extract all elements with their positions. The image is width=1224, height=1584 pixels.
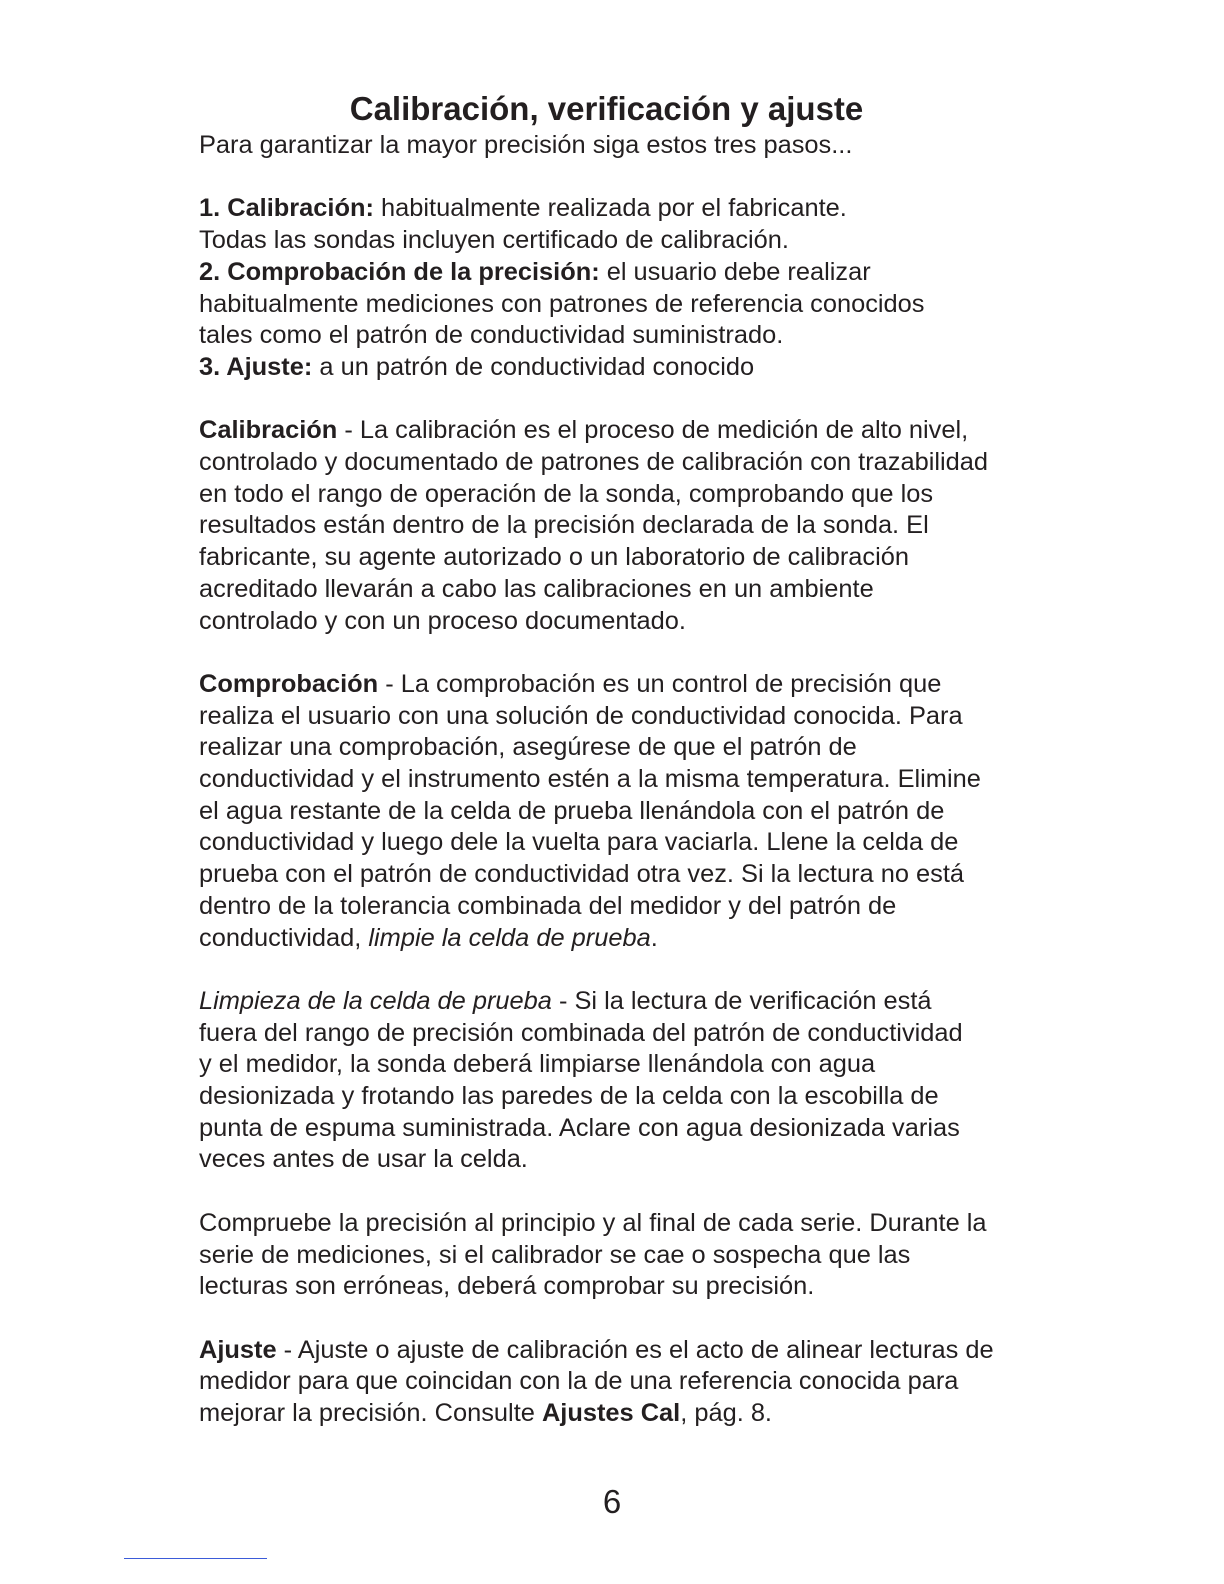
calibracion-term: Calibración (199, 416, 338, 445)
comprobacion-line-1 (199, 669, 1039, 701)
step-2-line-2: habitualmente mediciones con patrones de referencia conocidos (199, 289, 925, 318)
ajuste-term: Ajuste (199, 1335, 277, 1364)
limpieza-line-5: punta de espuma suministrada. Aclare con agua desionizada varias (199, 1113, 960, 1142)
document-page (199, 88, 1039, 1430)
step-2 (199, 257, 1039, 289)
spacer (199, 637, 1039, 669)
limpieza-term: Limpieza de la celda de prueba (199, 986, 552, 1015)
comprobacion-line-2: realiza el usuario con una solución de conductividad conocida. Para (199, 701, 963, 730)
step-3-label: 3. Ajuste: (199, 352, 313, 381)
limpieza-text: - Si la lectura de verificación está (551, 986, 932, 1015)
comprobacion-line-9-start: conductividad, (199, 923, 369, 952)
step-1 (199, 193, 1039, 225)
ajuste-line-3-end: , pág. 8. (680, 1399, 772, 1428)
comprobacion-text: - La comprobación es un control de precisión que (378, 669, 942, 698)
spacer (199, 162, 1039, 194)
calibracion-section (199, 415, 1039, 637)
step-2-text: el usuario debe realizar (599, 257, 871, 286)
comprobacion-line-9 (199, 923, 1039, 955)
limpie-celda-reference: limpie la celda de prueba (368, 923, 651, 952)
step-2-line-3: tales como el patrón de conductividad suministrado. (199, 321, 784, 350)
intro-text: Para garantizar la mayor precisión siga estos tres pasos... (199, 131, 853, 159)
calibracion-text: - La calibración es el proceso de medición de alto nivel, (337, 416, 969, 445)
page-number: 6 (602, 1483, 622, 1520)
spacer (199, 1303, 1039, 1335)
comprobacion-line-8: dentro de la tolerancia combinada del medidor y del patrón de (199, 891, 897, 920)
page-title: Calibración, verificación y ajuste (349, 90, 864, 127)
spacer (199, 1176, 1039, 1208)
comprobacion-line-6: conductividad y luego dele la vuelta para vaciarla. Llene la celda de (199, 828, 959, 857)
spacer (199, 384, 1039, 416)
ajuste-line-3-start: mejorar la precisión. Consulte (199, 1399, 542, 1428)
frecuencia-line-2: serie de mediciones, si el calibrador se cae o sospecha que las (199, 1240, 911, 1269)
limpieza-line-4: desionizada y frotando las paredes de la celda con la escobilla de (199, 1082, 939, 1111)
limpieza-line-1 (199, 986, 1039, 1018)
comprobacion-line-9-end: . (650, 923, 658, 952)
limpieza-section (199, 986, 1039, 1176)
step-1-text: habitualmente realizada por el fabricante. (373, 194, 847, 223)
ajustes-cal-reference: Ajustes Cal (541, 1399, 681, 1428)
calibracion-line-4: resultados están dentro de la precisión declarada de la sonda. El (199, 511, 929, 540)
step-1-line-2: Todas las sondas incluyen certificado de calibración. (199, 226, 789, 255)
comprobacion-section (199, 669, 1039, 954)
calibracion-line-6: acreditado llevarán a cabo las calibraciones en un ambiente (199, 574, 874, 603)
ajuste-line-3 (199, 1398, 1039, 1430)
comprobacion-line-7: prueba con el patrón de conductividad otra vez. Si la lectura no está (199, 860, 965, 889)
comprobacion-line-5: el agua restante de la celda de prueba llenándola con el patrón de (199, 796, 945, 825)
step-1-label: 1. Calibración: (199, 194, 374, 223)
comprobacion-line-3: realizar una comprobación, asegúrese de que el patrón de (199, 733, 857, 762)
limpieza-line-3: y el medidor, la sonda deberá limpiarse llenándola con agua (199, 1050, 876, 1079)
step-3 (199, 352, 1039, 384)
footer-rule (124, 1558, 267, 1559)
step-2-label: 2. Comprobación de la precisión: (199, 257, 600, 286)
ajuste-section (199, 1335, 1039, 1430)
steps-list (199, 193, 1039, 383)
frecuencia-line-3: lecturas son erróneas, deberá comprobar su precisión. (199, 1272, 815, 1301)
comprobacion-line-4: conductividad y el instrumento estén a la misma temperatura. Elimine (199, 765, 981, 794)
comprobacion-term: Comprobación (199, 669, 379, 698)
limpieza-line-2: fuera del rango de precisión combinada del patrón de conductividad (199, 1018, 963, 1047)
calibracion-line-7: controlado y con un proceso documentado. (199, 606, 686, 635)
ajuste-line-2: medidor para que coincidan con la de una referencia conocida para (199, 1367, 959, 1396)
ajuste-text: - Ajuste o ajuste de calibración es el acto de alinear lecturas de (276, 1335, 994, 1364)
limpieza-line-6: veces antes de usar la celda. (199, 1145, 528, 1174)
calibracion-line-2: controlado y documentado de patrones de calibración con trazabilidad (199, 448, 989, 476)
frecuencia-line-1: Compruebe la precisión al principio y al final de cada serie. Durante la (199, 1208, 987, 1237)
calibracion-line-1 (199, 415, 1039, 447)
frecuencia-section (199, 1208, 1039, 1303)
spacer (199, 954, 1039, 986)
step-3-text: a un patrón de conductividad conocido (312, 352, 755, 381)
calibracion-line-5: fabricante, su agente autorizado o un laboratorio de calibración (199, 543, 909, 572)
calibracion-line-3: en todo el rango de operación de la sonda, comprobando que los (199, 479, 934, 508)
ajuste-line-1 (199, 1335, 1039, 1367)
